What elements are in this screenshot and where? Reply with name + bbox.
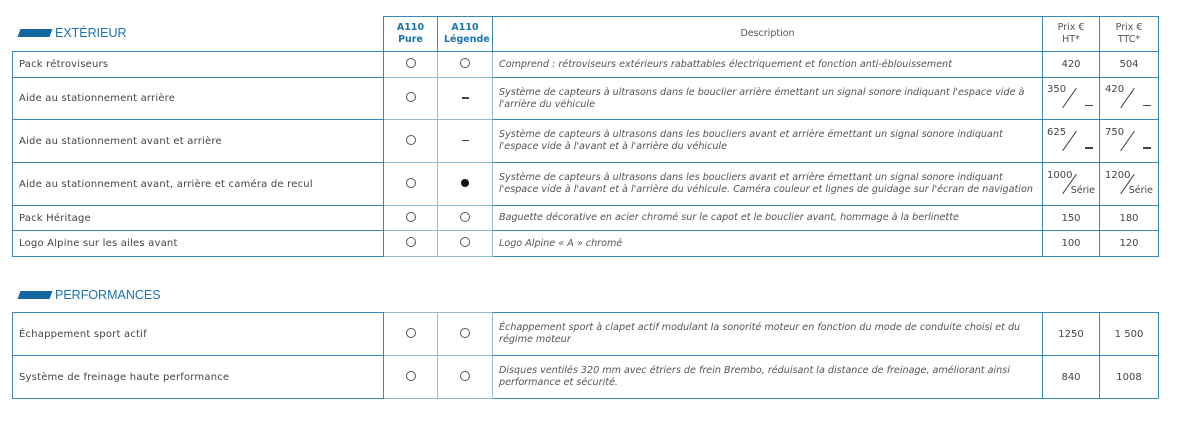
optional-circle-icon bbox=[406, 92, 416, 102]
option-label: Pack rétroviseurs bbox=[13, 52, 384, 78]
optional-circle-icon bbox=[406, 135, 416, 145]
price-ht-cell bbox=[1043, 78, 1100, 120]
price-note: Série bbox=[1070, 184, 1095, 196]
availability-cell bbox=[384, 78, 438, 120]
option-label: Pack Héritage bbox=[13, 206, 384, 231]
section-title-exterieur: EXTÉRIEUR bbox=[19, 26, 127, 40]
optional-circle-icon bbox=[460, 328, 470, 338]
availability-cell bbox=[384, 52, 438, 78]
optional-circle-icon bbox=[406, 212, 416, 222]
price-ht-cell: 150 bbox=[1043, 206, 1100, 231]
option-description: Baguette décorative en acier chromé sur le capot et le bouclier avant, hommage à la berlinette bbox=[493, 206, 1043, 231]
option-description: Système de capteurs à ultrasons dans les boucliers avant et arrière émettant un signal sonore indiquant l'espace vide à l'avant et à l'arrière du véhicule bbox=[493, 120, 1043, 163]
column-header-price-ttc: Prix € TTC* bbox=[1100, 17, 1159, 52]
unavailable-dash-icon bbox=[1085, 105, 1093, 107]
unavailable-dash-icon bbox=[1143, 105, 1151, 107]
option-label: Aide au stationnement avant, arrière et caméra de recul bbox=[13, 163, 384, 206]
section-title-performances: PERFORMANCES bbox=[19, 288, 161, 302]
availability-cell bbox=[438, 120, 493, 163]
option-label: Aide au stationnement arrière bbox=[13, 78, 384, 120]
price-ttc-cell: 504 bbox=[1100, 52, 1159, 78]
optional-circle-icon bbox=[406, 58, 416, 68]
optional-circle-icon bbox=[460, 58, 470, 68]
availability-cell bbox=[438, 78, 493, 120]
optional-circle-icon bbox=[406, 328, 416, 338]
price-ttc-cell: 1008 bbox=[1100, 356, 1159, 399]
split-price bbox=[1105, 168, 1153, 198]
optional-circle-icon bbox=[406, 371, 416, 381]
options-table-exterieur bbox=[12, 16, 1159, 257]
table-row bbox=[13, 356, 1159, 399]
availability-cell bbox=[438, 231, 493, 257]
availability-cell bbox=[438, 356, 493, 399]
availability-cell bbox=[384, 120, 438, 163]
price-ttc-cell: 180 bbox=[1100, 206, 1159, 231]
unavailable-dash-icon bbox=[1085, 147, 1093, 149]
availability-cell bbox=[384, 356, 438, 399]
column-header-pure: A110 Pure bbox=[384, 17, 438, 52]
unavailable-dash-icon bbox=[462, 140, 469, 142]
price-ttc-cell: 120 bbox=[1100, 231, 1159, 257]
availability-cell bbox=[384, 231, 438, 257]
price-ttc-cell: 1 500 bbox=[1100, 313, 1159, 356]
price-ht-cell bbox=[1043, 163, 1100, 206]
price-value: 1000 bbox=[1047, 169, 1073, 181]
availability-cell bbox=[384, 163, 438, 206]
table-row bbox=[13, 52, 1159, 78]
option-description: Comprend : rétroviseurs extérieurs rabattables électriquement et fonction anti-éblouissement bbox=[493, 52, 1043, 78]
standard-dot-icon bbox=[461, 179, 469, 187]
optional-circle-icon bbox=[460, 371, 470, 381]
option-label: Aide au stationnement avant et arrière bbox=[13, 120, 384, 163]
optional-circle-icon bbox=[406, 237, 416, 247]
table-row bbox=[13, 120, 1159, 163]
option-description: Système de capteurs à ultrasons dans les boucliers avant et arrière émettant un signal sonore indiquant l'espace vide à l'avant et à l'arrière du véhicule. Caméra couleur et lignes de guidage sur l'écran de navigation bbox=[493, 163, 1043, 206]
option-description: Disques ventilés 320 mm avec étriers de frein Brembo, réduisant la distance de freinage, améliorant ainsi performance et sécurité. bbox=[493, 356, 1043, 399]
availability-cell bbox=[438, 206, 493, 231]
price-ttc-cell bbox=[1100, 120, 1159, 163]
table-row bbox=[13, 163, 1159, 206]
price-ht-cell: 100 bbox=[1043, 231, 1100, 257]
option-description: Système de capteurs à ultrasons dans le bouclier arrière émettant un signal sonore indiquant l'espace vide à l'arrière du véhicule bbox=[493, 78, 1043, 120]
price-ht-cell: 840 bbox=[1043, 356, 1100, 399]
price-value: 750 bbox=[1105, 126, 1125, 138]
unavailable-dash-icon bbox=[1143, 147, 1151, 149]
price-ht-cell: 420 bbox=[1043, 52, 1100, 78]
optional-circle-icon bbox=[460, 237, 470, 247]
price-value: 625 bbox=[1047, 126, 1067, 138]
availability-cell bbox=[384, 206, 438, 231]
price-note: Série bbox=[1128, 184, 1153, 196]
availability-cell bbox=[438, 163, 493, 206]
table-row bbox=[13, 78, 1159, 120]
availability-cell bbox=[384, 313, 438, 356]
option-description: Logo Alpine « A » chromé bbox=[493, 231, 1043, 257]
table-row bbox=[13, 206, 1159, 231]
options-table-performances bbox=[12, 312, 1159, 399]
column-header-description: Description bbox=[493, 17, 1043, 52]
price-value: 350 bbox=[1047, 84, 1067, 95]
split-price bbox=[1047, 125, 1095, 155]
section-flag-icon bbox=[18, 291, 53, 299]
split-price bbox=[1047, 82, 1095, 112]
price-ttc-cell bbox=[1100, 163, 1159, 206]
split-price bbox=[1047, 168, 1095, 198]
option-description: Échappement sport à clapet actif modulant la sonorité moteur en fonction du mode de conduite choisi et du régime moteur bbox=[493, 313, 1043, 356]
split-price bbox=[1105, 125, 1153, 155]
price-ht-cell: 1250 bbox=[1043, 313, 1100, 356]
column-header-legende: A110 Légende bbox=[438, 17, 493, 52]
table-row bbox=[13, 231, 1159, 257]
price-ttc-cell bbox=[1100, 78, 1159, 120]
price-value: 1200 bbox=[1105, 169, 1131, 181]
split-price bbox=[1105, 82, 1153, 112]
unavailable-dash-icon bbox=[462, 97, 469, 99]
option-label: Logo Alpine sur les ailes avant bbox=[13, 231, 384, 257]
column-header-price-ht: Prix € HT* bbox=[1043, 17, 1100, 52]
optional-circle-icon bbox=[406, 178, 416, 188]
availability-cell bbox=[438, 313, 493, 356]
optional-circle-icon bbox=[460, 212, 470, 222]
table-row bbox=[13, 313, 1159, 356]
price-value: 420 bbox=[1105, 84, 1125, 95]
availability-cell bbox=[438, 52, 493, 78]
option-label: Échappement sport actif bbox=[13, 313, 384, 356]
option-label: Système de freinage haute performance bbox=[13, 356, 384, 399]
price-ht-cell bbox=[1043, 120, 1100, 163]
